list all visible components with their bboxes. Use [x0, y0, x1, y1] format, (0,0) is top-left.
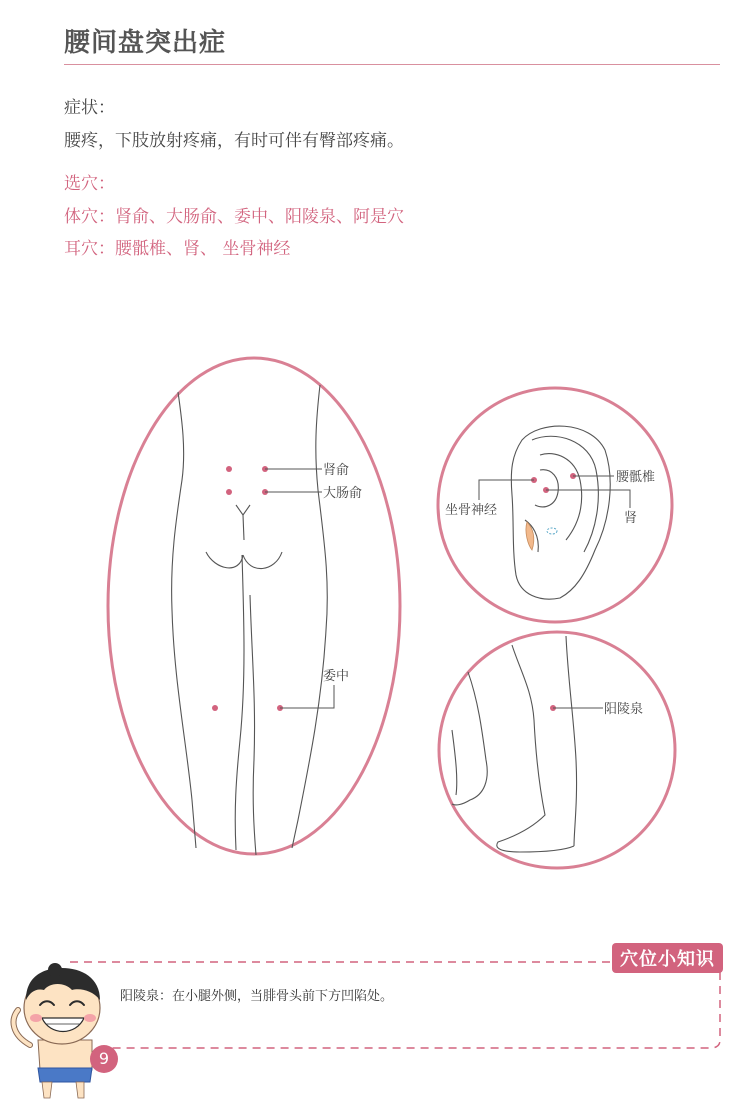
ear-dashed-mark	[547, 528, 557, 534]
leg-circle	[439, 632, 675, 868]
label-dachangshu: 大肠俞	[323, 486, 363, 501]
mascot-illustration	[14, 963, 100, 1098]
point-weizhong-left	[212, 705, 218, 711]
ear-leader-lines	[479, 476, 630, 508]
ear-points: 耳穴：腰骶椎、肾、 坐骨神经	[64, 239, 291, 259]
ear-shaded-area	[526, 522, 534, 550]
ear-outline	[511, 426, 610, 599]
body-outline	[172, 385, 328, 855]
label-weizhong: 委中	[323, 669, 350, 684]
page-title: 腰间盘突出症	[64, 28, 227, 58]
body-oval	[108, 358, 400, 854]
page-number: 9	[90, 1045, 118, 1073]
tip-text: 阳陵泉：在小腿外侧，当腓骨头前下方凹陷处。	[120, 989, 394, 1004]
label-yanglingquan: 阳陵泉	[604, 702, 644, 717]
symptom-text: 腰疼，下肢放射疼痛，有时可伴有臀部疼痛。	[64, 131, 404, 151]
label-shen: 肾	[624, 511, 638, 526]
point-dachangshu-left	[226, 489, 232, 495]
label-yaodizhui: 腰骶椎	[616, 470, 656, 485]
point-shenshu-left	[226, 466, 232, 472]
tip-box-frame	[70, 962, 720, 1048]
tip-title: 穴位小知识	[612, 943, 723, 973]
label-zuogu: 坐骨神经	[445, 503, 498, 518]
symptom-heading: 症状：	[64, 98, 115, 118]
body-points: 体穴：肾俞、大肠俞、委中、阳陵泉、阿是穴	[64, 207, 404, 227]
body-points-marks	[212, 466, 283, 711]
label-shenshu: 肾俞	[323, 463, 350, 478]
select-heading: 选穴：	[64, 174, 115, 194]
